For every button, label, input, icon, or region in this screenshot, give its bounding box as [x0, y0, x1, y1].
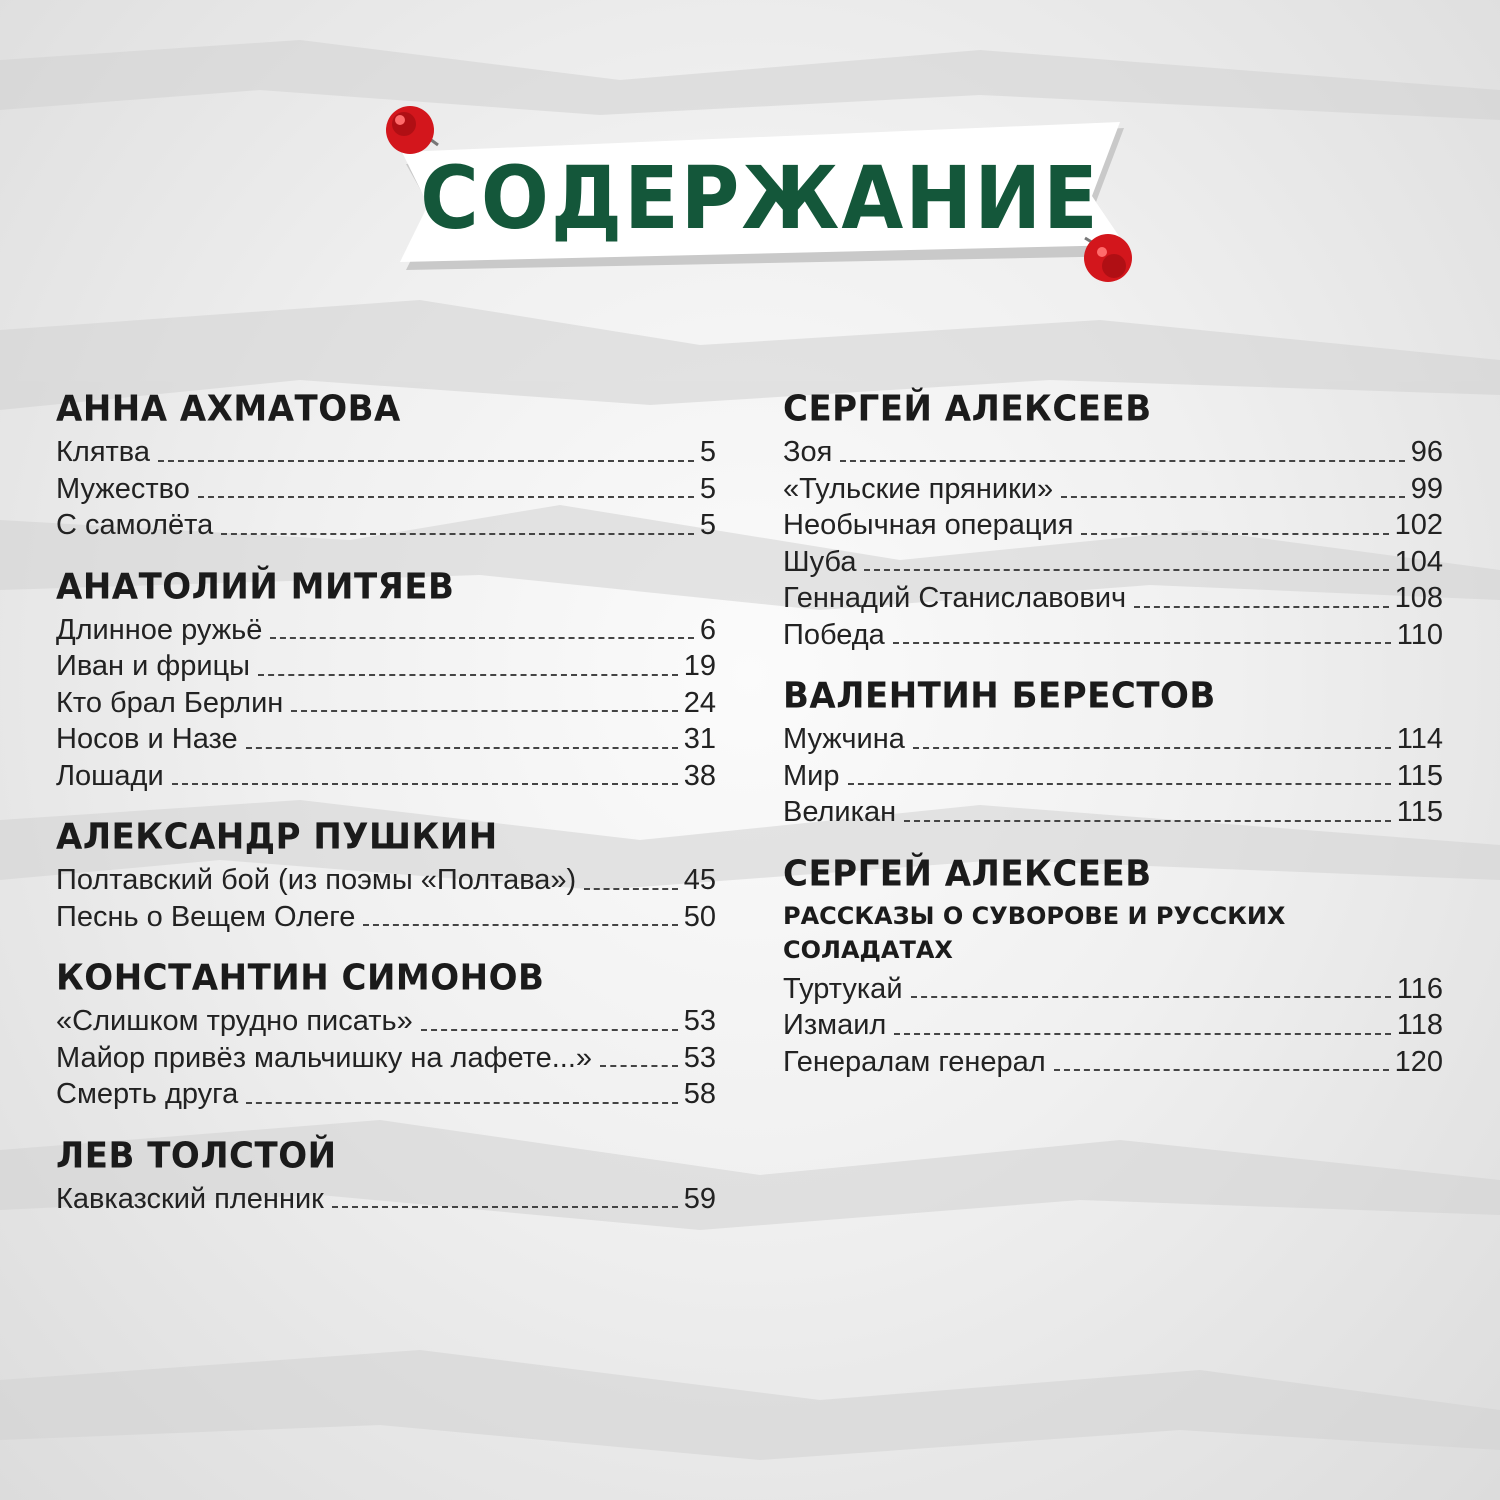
toc-entry[interactable] — [783, 507, 1443, 544]
page-number: 59 — [683, 1182, 716, 1215]
entry-title: Кавказский пленник — [56, 1182, 324, 1215]
dot-leader — [1081, 533, 1388, 535]
toc-entry[interactable] — [56, 471, 716, 508]
toc-entry[interactable] — [783, 544, 1443, 581]
dot-leader — [1061, 496, 1405, 498]
entry-title: Зоя — [783, 436, 833, 468]
entry-title: Победа — [783, 618, 885, 651]
toc-section — [783, 853, 1443, 1081]
page-number: 6 — [699, 613, 716, 646]
toc-entry[interactable] — [56, 1040, 716, 1077]
toc-entry[interactable] — [56, 862, 716, 899]
dot-leader — [840, 460, 1404, 462]
entry-title: Носов и Назе — [56, 723, 238, 755]
dot-leader — [1054, 1069, 1389, 1071]
entry-title: Измаил — [783, 1009, 887, 1041]
toc-entry[interactable] — [783, 758, 1443, 795]
dot-leader — [864, 569, 1388, 571]
toc-section — [56, 957, 716, 1113]
page-number: 38 — [683, 759, 716, 792]
dot-leader — [221, 533, 694, 535]
author-heading: КОНСТАНТИН СИМОНОВ — [56, 957, 545, 999]
dot-leader — [421, 1029, 678, 1031]
entry-title: Песнь о Вещем Олеге — [56, 900, 356, 933]
toc-entry[interactable] — [56, 899, 716, 936]
toc-entry[interactable] — [783, 434, 1443, 471]
entry-title: Кто брал Берлин — [56, 686, 284, 719]
page-number: 53 — [683, 1041, 716, 1074]
toc-right-column — [783, 388, 1443, 1102]
page-number: 110 — [1396, 618, 1443, 651]
toc-entry[interactable] — [56, 1003, 716, 1040]
toc-entry[interactable] — [56, 612, 716, 649]
author-heading: СЕРГЕЙ АЛЕКСЕЕВ — [783, 852, 1152, 895]
toc-entry[interactable] — [56, 721, 716, 758]
author-heading: СЕРГЕЙ АЛЕКСЕЕВ — [783, 388, 1152, 430]
toc-entry[interactable] — [783, 971, 1443, 1008]
toc-section — [783, 675, 1443, 831]
page-number: 5 — [699, 472, 716, 505]
page-number: 45 — [683, 864, 716, 896]
dot-leader — [894, 1033, 1390, 1035]
page-number: 99 — [1410, 472, 1443, 505]
dot-leader — [158, 460, 694, 462]
toc-entry[interactable] — [783, 721, 1443, 758]
toc-section — [783, 388, 1443, 653]
dot-leader — [904, 820, 1391, 822]
entry-title: Геннадий Станиславович — [783, 582, 1127, 614]
page-number: 50 — [683, 900, 716, 933]
pushpin-icon — [386, 106, 438, 154]
dot-leader — [246, 747, 678, 749]
page-number: 19 — [683, 650, 716, 682]
page-number: 31 — [683, 723, 716, 755]
toc-section — [56, 388, 716, 544]
entry-title: Шуба — [783, 545, 857, 578]
page-number: 5 — [699, 509, 716, 541]
toc-section — [56, 566, 716, 795]
page-number: 120 — [1394, 1045, 1443, 1078]
dot-leader — [246, 1102, 677, 1104]
author-heading: АННА АХМАТОВА — [56, 388, 401, 430]
author-heading: АНАТОЛИЙ МИТЯЕВ — [56, 565, 455, 608]
dot-leader — [363, 924, 677, 926]
entry-title: Клятва — [56, 436, 151, 468]
entry-title: Мужество — [56, 472, 190, 505]
page-number: 53 — [683, 1005, 716, 1037]
page-number: 24 — [683, 686, 716, 719]
page-number: 115 — [1396, 759, 1443, 792]
page-number: 118 — [1396, 1009, 1443, 1041]
page-number: 116 — [1396, 972, 1443, 1005]
dot-leader — [172, 783, 678, 785]
page-number: 114 — [1396, 723, 1443, 755]
dot-leader — [198, 496, 694, 498]
dot-leader — [332, 1206, 678, 1208]
toc-entry[interactable] — [783, 794, 1443, 831]
dot-leader — [291, 710, 677, 712]
page-number: 104 — [1394, 545, 1443, 578]
entry-title: Длинное ружьё — [56, 613, 263, 646]
title-banner — [380, 100, 1140, 290]
dot-leader — [584, 888, 678, 890]
entry-title: Мир — [783, 759, 840, 792]
page-title: СОДЕРЖАНИЕ — [420, 148, 1100, 249]
toc-entry[interactable] — [56, 1076, 716, 1113]
toc-section — [56, 1135, 716, 1218]
toc-section — [56, 816, 716, 935]
dot-leader — [258, 674, 678, 676]
entry-title: Великан — [783, 796, 897, 828]
entry-title: С самолёта — [56, 509, 214, 541]
toc-left-column — [56, 388, 716, 1239]
entry-title: Генералам генерал — [783, 1045, 1046, 1078]
toc-entry[interactable] — [56, 685, 716, 722]
author-heading: АЛЕКСАНДР ПУШКИН — [56, 816, 498, 858]
entry-title: Полтавский бой (из поэмы «Полтава») — [56, 864, 577, 896]
dot-leader — [911, 996, 1391, 998]
entry-title: Туртукай — [783, 972, 903, 1005]
dot-leader — [1134, 606, 1388, 608]
entry-title: «Тульские пряники» — [783, 472, 1054, 505]
author-heading: ВАЛЕНТИН БЕРЕСТОВ — [783, 675, 1216, 717]
toc-entry[interactable] — [783, 471, 1443, 508]
page-number: 115 — [1396, 796, 1443, 828]
toc-entry[interactable] — [783, 580, 1443, 617]
toc-entry[interactable] — [56, 758, 716, 795]
toc-entry[interactable] — [56, 1181, 716, 1218]
page-number: 5 — [699, 436, 716, 468]
toc-entry[interactable] — [783, 1007, 1443, 1044]
toc-entry[interactable] — [56, 507, 716, 544]
dot-leader — [913, 747, 1391, 749]
entry-title: Мужчина — [783, 723, 905, 755]
entry-title: Майор привёз мальчишку на лафете...» — [56, 1041, 593, 1074]
toc-entry[interactable] — [56, 434, 716, 471]
entry-title: Смерть друга — [56, 1078, 239, 1110]
page-number: 96 — [1410, 436, 1443, 468]
dot-leader — [270, 637, 693, 639]
page-number: 108 — [1394, 582, 1443, 614]
page-number: 102 — [1394, 509, 1443, 541]
entry-title: Необычная операция — [783, 509, 1074, 541]
entry-title: Лошади — [56, 759, 164, 792]
entry-title: Иван и фрицы — [56, 650, 251, 682]
toc-entry[interactable] — [783, 617, 1443, 654]
section-subtitle: РАССКАЗЫ О СУВОРОВЕ И РУССКИХ СОЛАДАТАХ — [783, 901, 1286, 964]
entry-title: «Слишком трудно писать» — [56, 1005, 413, 1037]
dot-leader — [893, 642, 1391, 644]
dot-leader — [600, 1065, 678, 1067]
page-number: 58 — [683, 1078, 716, 1110]
author-heading: ЛЕВ ТОЛСТОЙ — [56, 1134, 337, 1177]
dot-leader — [848, 783, 1391, 785]
toc-entry[interactable] — [783, 1044, 1443, 1081]
toc-entry[interactable] — [56, 648, 716, 685]
